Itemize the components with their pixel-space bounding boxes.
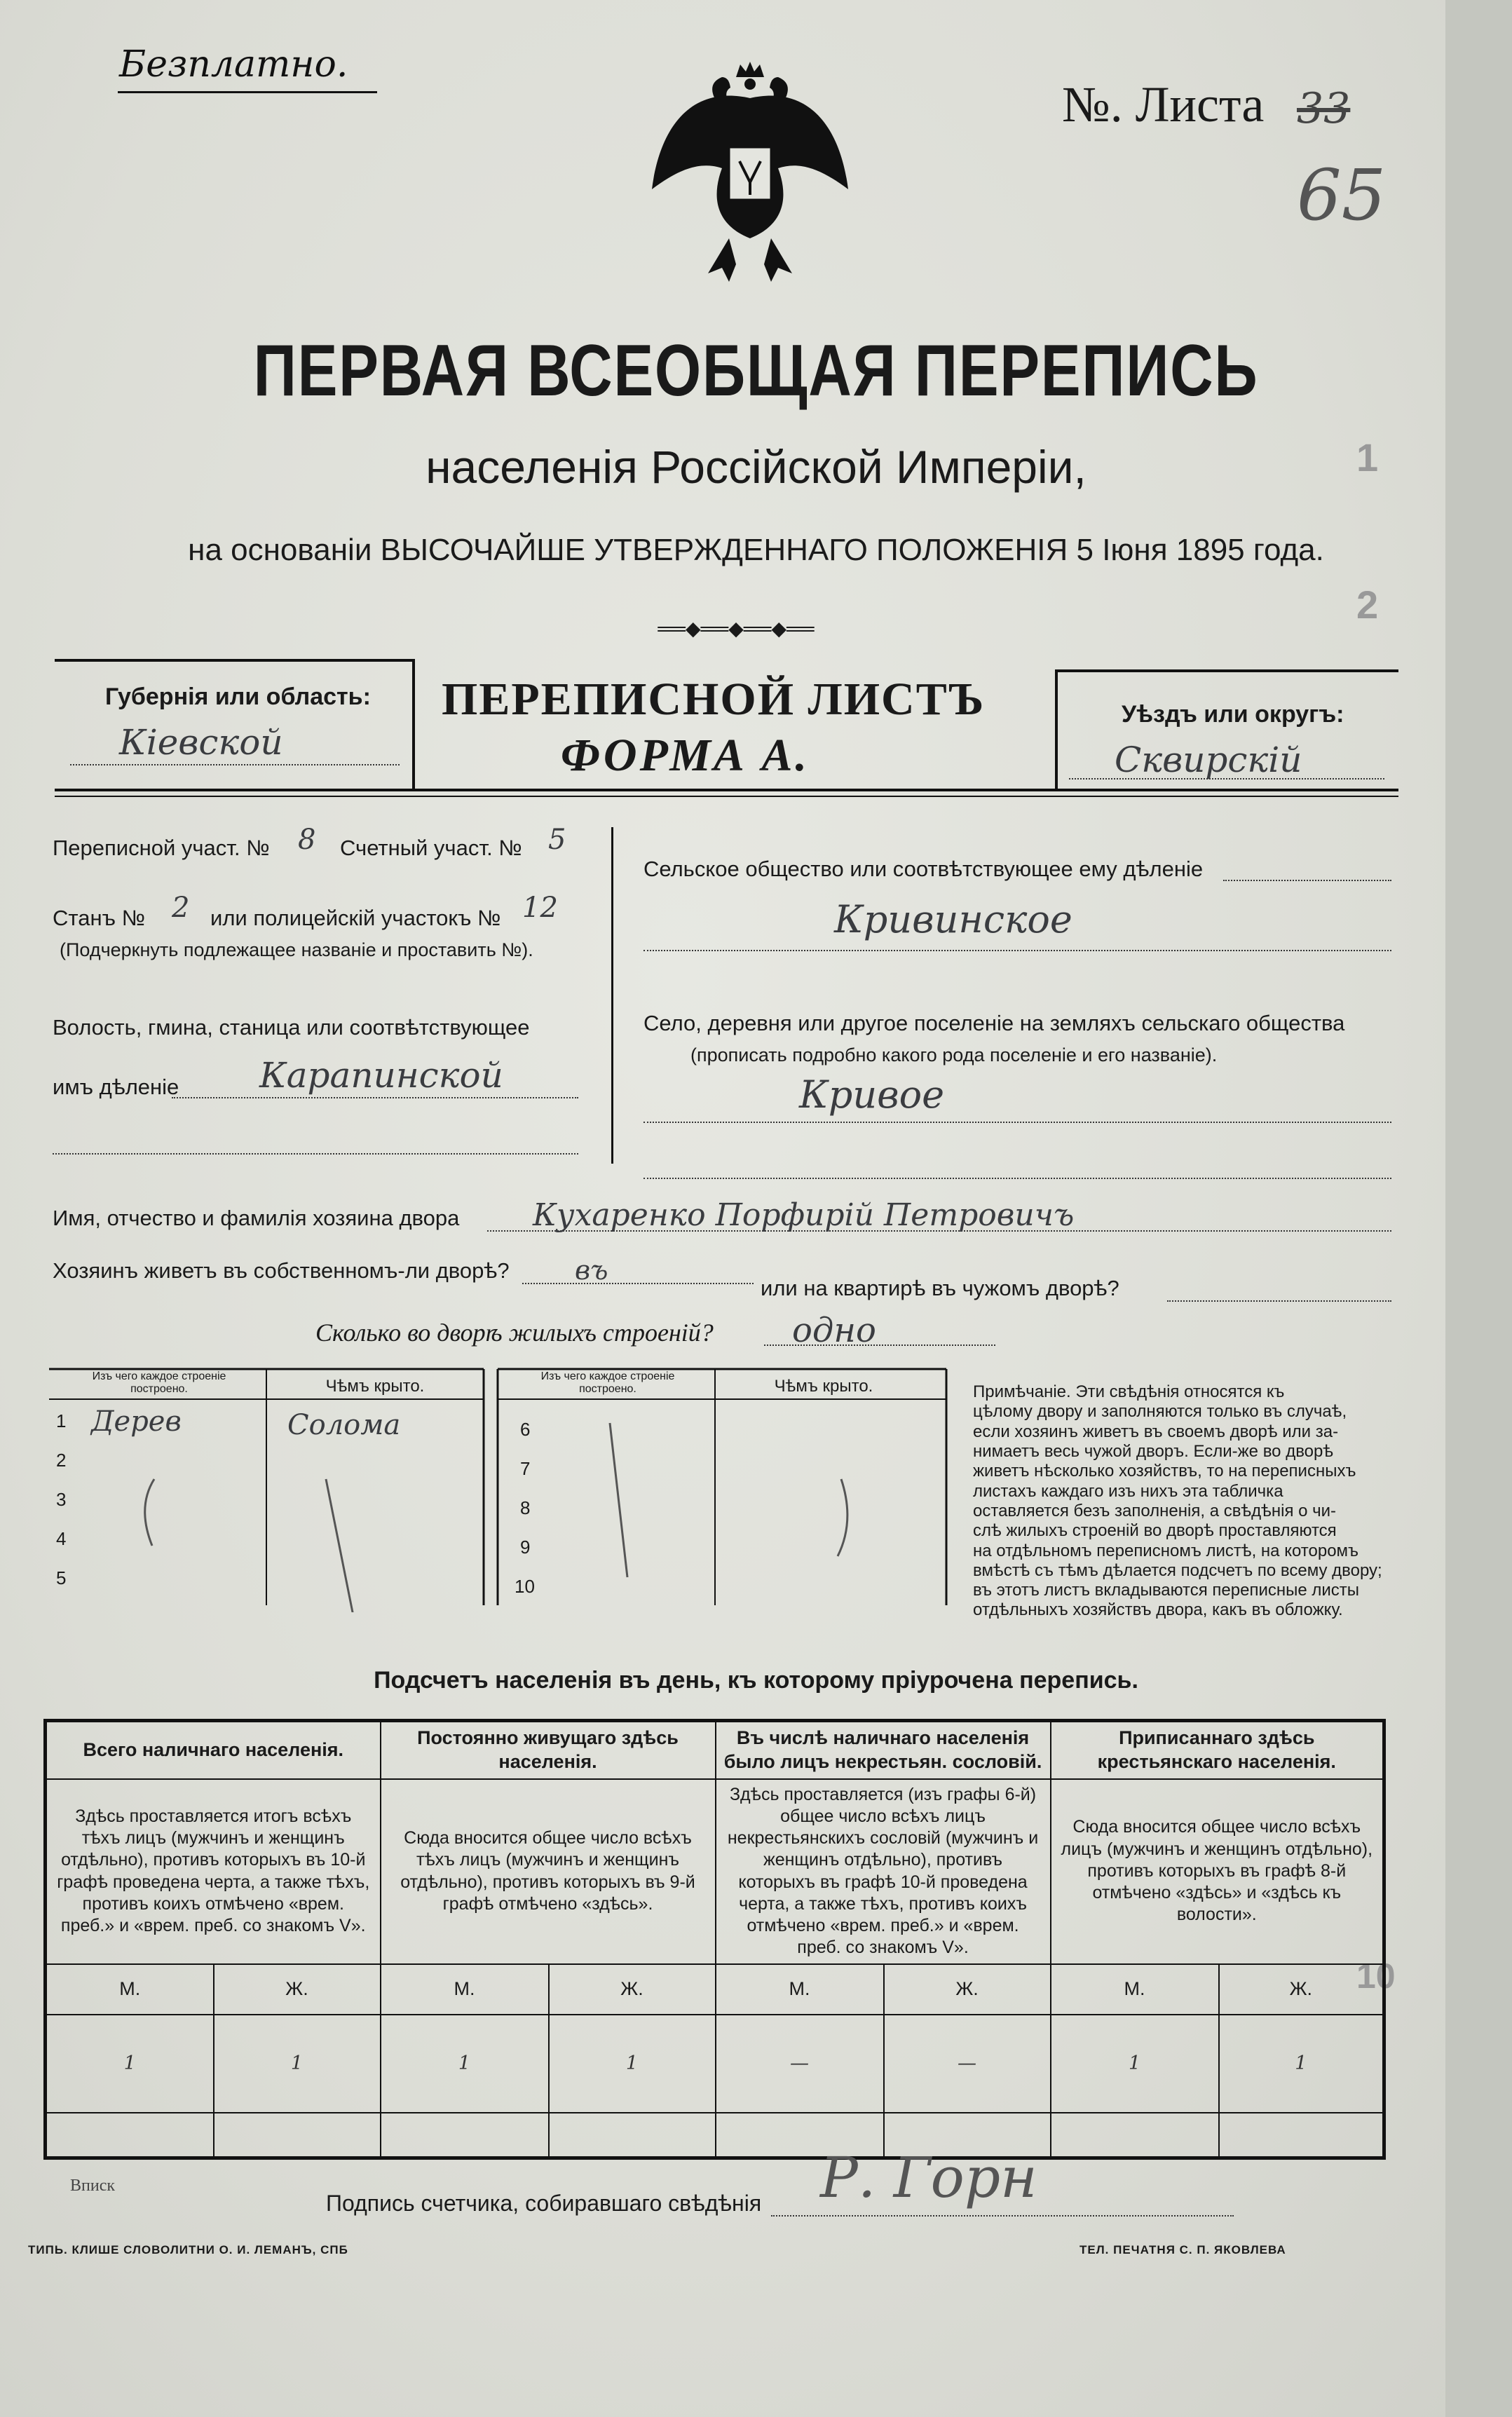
- non-peasant-male-value: —: [716, 2015, 884, 2113]
- note-line: если хозяинъ живетъ въ своемъ дворѣ или за-: [973, 1422, 1339, 1441]
- male-column-header: М.: [716, 1964, 884, 2015]
- peasant-male-value: 1: [1051, 2015, 1219, 2113]
- box-divider-left: [412, 659, 415, 789]
- male-column-header: М.: [46, 1964, 214, 2015]
- police-value: 12: [522, 892, 558, 924]
- volost-label: Волость, гмина, станица или соотвѣтствующее: [53, 1015, 530, 1040]
- volost-label-2: имъ дѣленіе: [53, 1075, 179, 1099]
- society-value: Кривинское: [834, 897, 1072, 941]
- uezd-value: Сквирскій: [1115, 740, 1302, 780]
- gubernia-value: Кіевской: [119, 722, 283, 763]
- apartment-line: [1167, 1300, 1391, 1302]
- permanent-population-header: Постоянно живущаго здѣсь населенія.: [381, 1721, 716, 1779]
- uezd-label: Уѣздъ или округъ:: [1122, 701, 1344, 728]
- non-peasant-desc: Здѣсь проставляется (изъ графы 6-й) общее число всѣхъ лицъ некрестьянскихъ сословій (мужчинъ и женщинъ отдѣльно), противъ которыхъ въ графѣ 10-й проведена черта, а также тѣхъ, противъ коихъ отмѣчено «врем. преб.» и «врем. преб. со знакомъ V».: [716, 1779, 1051, 1964]
- volost-value: Карапинской: [259, 1055, 503, 1096]
- sheet-number-label: №. Листа: [1062, 76, 1265, 132]
- own-yard-label: Хозяинъ живетъ въ собственномъ-ли дворѣ?: [53, 1258, 510, 1283]
- stamp-mark: Вписк: [70, 2177, 116, 2195]
- ornament-divider: ══◆══◆══◆══: [658, 618, 815, 640]
- note-line: листахъ каждаго изъ нихъ эта табличка: [973, 1481, 1283, 1501]
- schet-uch-label: Счетный участ. №: [340, 836, 522, 860]
- male-column-header: М.: [381, 1964, 549, 2015]
- village-line: [643, 1122, 1391, 1123]
- note-line: цѣлому двору и заполняются только въ случаѣ,: [973, 1402, 1347, 1422]
- bleed-digit: 2: [1356, 583, 1379, 627]
- enumerator-signature: Р. Горн: [820, 2145, 1037, 2210]
- form-name: ПЕРЕПИСНОЙ ЛИСТЪ: [442, 674, 986, 725]
- buildings-count-value: одно: [792, 1311, 876, 1350]
- building-row-number: 1: [56, 1410, 67, 1431]
- male-column-header: М.: [1051, 1964, 1219, 2015]
- society-line-1: [1223, 880, 1391, 881]
- female-column-header: Ж.: [1219, 1964, 1384, 2015]
- box-bottom-2: [55, 796, 1398, 797]
- female-column-header: Ж.: [214, 1964, 381, 2015]
- society-label: Сельское общество или соотвѣтствующее ему дѣленіе: [643, 857, 1204, 881]
- building-row-number: 2: [56, 1450, 67, 1471]
- free-label: Безплатно.: [119, 43, 348, 86]
- page-subtitle: населенія Россійской Имперіи,: [425, 441, 1087, 493]
- table-note: [973, 1382, 1394, 1621]
- note-line: отдѣльныхъ хозяйствъ двора, какъ въ обложку.: [973, 1600, 1343, 1620]
- total-female-value: 1: [214, 2015, 381, 2113]
- gubernia-label: Губернія или область:: [105, 683, 371, 710]
- note-line: вмѣстѣ съ тѣмъ дѣлается подсчетъ по всему двору;: [973, 1560, 1382, 1580]
- sheet-number-handwritten: 65: [1297, 154, 1387, 236]
- bleed-digit: 1: [1356, 435, 1379, 479]
- box-top-left: [55, 659, 412, 662]
- village-line-2: [643, 1178, 1391, 1179]
- owner-name-value: Кухаренко Порфирій Петровичъ: [533, 1197, 1075, 1233]
- own-yard-line: [522, 1283, 754, 1284]
- building-material-1: Дерев: [91, 1405, 182, 1438]
- stan-value: 2: [172, 892, 190, 924]
- box-bottom: [55, 789, 1398, 791]
- schet-uch-value: 5: [548, 824, 566, 856]
- count-title: Подсчетъ населенія въ день, къ которому пріурочена перепись.: [374, 1667, 1138, 1694]
- signature-line: [771, 2215, 1234, 2217]
- female-column-header: Ж.: [549, 1964, 716, 2015]
- box-top-right: [1055, 669, 1398, 672]
- stan-label: Станъ №: [53, 906, 145, 930]
- total-male-value: 1: [46, 2015, 214, 2113]
- building-row-number: 8: [520, 1497, 531, 1518]
- owner-name-label: Имя, отчество и фамилія хозяина двора: [53, 1206, 460, 1230]
- village-label: Село, деревня или другое поселеніе на земляхъ сельскаго общества: [643, 1011, 1345, 1035]
- building-row-number: 10: [515, 1576, 535, 1597]
- printer-left: ТИПЬ. КЛИШЕ СЛОВОЛИТНИ О. И. ЛЕМАНЪ, СПБ: [28, 2243, 348, 2256]
- box-divider-right: [1055, 669, 1058, 789]
- free-underline: [118, 91, 377, 93]
- building-row-number: 3: [56, 1489, 67, 1510]
- total-population-desc: Здѣсь проставляется итогъ всѣхъ тѣхъ лицъ (мужчинъ и женщинъ отдѣльно), противъ которыхъ въ 10-й графѣ проведена черта, а также тѣхъ, противъ коихъ отмѣчено «врем. преб.» и «врем. преб. со знакомъ V».: [46, 1779, 381, 1964]
- note-line: оставляется безъ заполненія, а свѣдѣнія о чи-: [973, 1501, 1337, 1520]
- bleed-digit: 10: [1356, 1956, 1396, 1996]
- scanner-edge: [1445, 0, 1512, 2417]
- double-headed-eagle-icon: [645, 56, 855, 294]
- note-line: живетъ нѣсколько хозяйствъ, то на переписныхъ: [973, 1462, 1356, 1481]
- perepis-uch-value: 8: [298, 824, 316, 856]
- building-row-number: 4: [56, 1528, 67, 1549]
- note-line: нимаетъ весь чужой дворъ. Если-же во дворѣ: [973, 1441, 1334, 1461]
- society-line: [643, 950, 1391, 951]
- permanent-male-value: 1: [381, 2015, 549, 2113]
- buildings-count-label: Сколько во дворѣ жилыхъ строеній?: [315, 1319, 714, 1347]
- non-peasant-header: Въ числѣ наличнаго населенія было лицъ некрестьян. сословій.: [716, 1721, 1051, 1779]
- building-row-number: 9: [520, 1537, 531, 1558]
- printer-right: ТЕЛ. ПЕЧАТНЯ С. П. ЯКОВЛЕВА: [1079, 2243, 1286, 2256]
- buildings-material-header: Изъ чего каждое строеніе построено.: [92, 1370, 226, 1395]
- signature-label: Подпись счетчика, собиравшаго свѣдѣнія: [326, 2191, 762, 2216]
- gubernia-line: [70, 764, 400, 765]
- own-yard-value: въ: [575, 1255, 608, 1286]
- note-line: на отдѣльномъ переписномъ листѣ, на которомъ: [973, 1541, 1359, 1560]
- perepis-uch-label: Переписной участ. №: [53, 836, 270, 860]
- fields-divider: [611, 827, 613, 1164]
- page-title: ПЕРВАЯ ВСЕОБЩАЯ ПЕРЕПИСЬ: [253, 330, 1259, 411]
- registered-peasant-header: Приписаннаго здѣсь крестьянскаго населенія.: [1051, 1721, 1384, 1779]
- uezd-line: [1069, 778, 1384, 779]
- building-roof-1: Солома: [287, 1409, 401, 1441]
- sheet-number-struck: 33: [1297, 84, 1351, 133]
- village-value: Кривое: [799, 1073, 945, 1117]
- note-line: въ этотъ листъ вкладываются переписные листы: [973, 1581, 1360, 1600]
- permanent-population-desc: Сюда вносится общее число всѣхъ тѣхъ лицъ (мужчинъ и женщинъ отдѣльно), противъ которыхъ въ 9-й графѣ отмѣчено «здѣсь».: [381, 1779, 716, 1964]
- population-count-table: [43, 1719, 1386, 2160]
- form-letter: ФОРМА А.: [561, 730, 810, 781]
- female-column-header: Ж.: [884, 1964, 1051, 2015]
- note-line: Примѣчаніе. Эти свѣдѣнія относятся къ: [973, 1382, 1285, 1401]
- permanent-female-value: 1: [549, 2015, 716, 2113]
- volost-line: [172, 1097, 578, 1098]
- buildings-roof-header: Чѣмъ крыто.: [325, 1377, 425, 1396]
- note-line: слѣ жилыхъ строеній во дворѣ проставляются: [973, 1521, 1337, 1541]
- buildings-material-header-2: Изъ чего каждое строеніе построено.: [540, 1370, 675, 1395]
- registered-peasant-desc: Сюда вносится общее число всѣхъ лицъ (мужчинъ и женщинъ отдѣльно), противъ которыхъ въ графѣ 8-й отмѣчено «здѣсь» и «здѣсь къ волости».: [1051, 1779, 1384, 1964]
- volost-line-2: [53, 1153, 578, 1155]
- building-row-number: 7: [520, 1458, 531, 1479]
- building-row-number: 5: [56, 1567, 67, 1588]
- apartment-label: или на квартирѣ въ чужомъ дворѣ?: [761, 1276, 1119, 1300]
- village-note: (прописать подробно какого рода поселеніе и его названіе).: [690, 1044, 1218, 1065]
- legal-basis: на основаніи ВЫСОЧАЙШЕ УТВЕРЖДЕННАГО ПОЛОЖЕНІЯ 5 Іюня 1895 года.: [188, 533, 1324, 567]
- underline-note: (Подчеркнуть подлежащее названіе и проставить №).: [60, 939, 533, 960]
- police-label: или полицейскій участокъ №: [210, 906, 501, 930]
- total-population-header: Всего наличнаго населенія.: [46, 1721, 381, 1779]
- buildings-roof-header-2: Чѣмъ крыто.: [774, 1377, 873, 1396]
- building-row-number: 6: [520, 1419, 531, 1440]
- non-peasant-female-value: —: [884, 2015, 1051, 2113]
- peasant-female-value: 1: [1219, 2015, 1384, 2113]
- buildings-table-lines: [49, 1367, 960, 1612]
